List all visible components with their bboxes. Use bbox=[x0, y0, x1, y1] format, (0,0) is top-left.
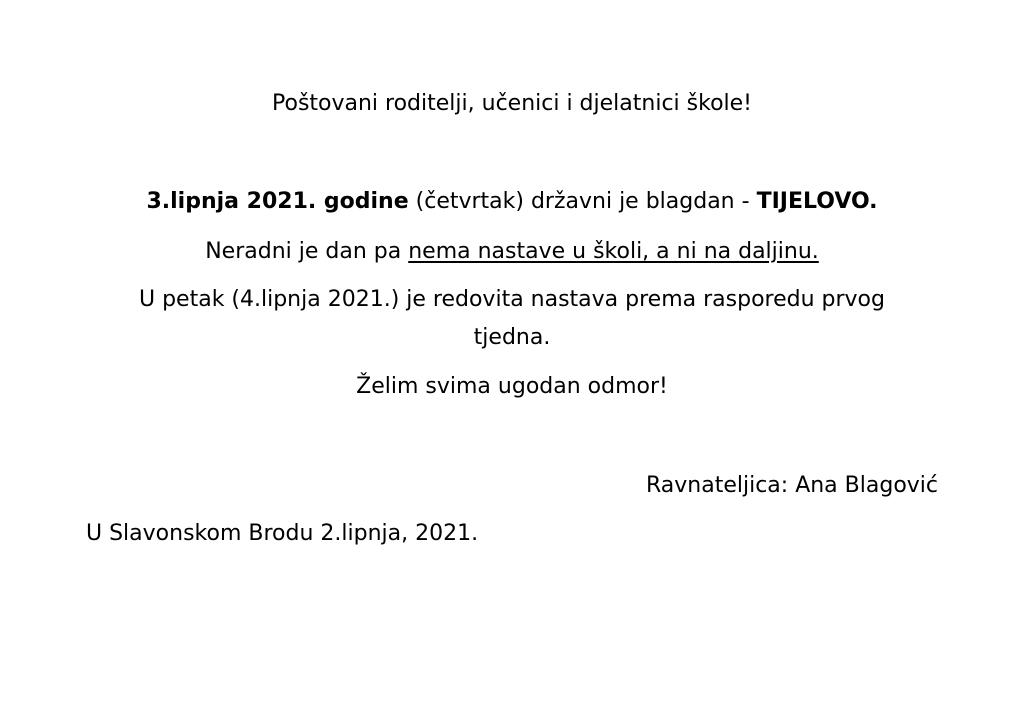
no-school-line bbox=[0, 237, 1024, 267]
place-date-line: U Slavonskom Brodu 2.lipnja, 2021. bbox=[86, 521, 479, 546]
friday-line-1: U petak (4.lipnja 2021.) je redovita nastava prema rasporedu prvog bbox=[138, 287, 885, 312]
holiday-announcement bbox=[0, 187, 1024, 217]
greeting-line: Poštovani roditelji, učenici i djelatnici škole! bbox=[272, 91, 752, 116]
holiday-description: (četvrtak) državni je blagdan - bbox=[408, 189, 757, 214]
no-school-emphasis: nema nastave u školi, a ni na daljinu. bbox=[408, 239, 819, 264]
wish-line: Želim svima ugodan odmor! bbox=[356, 374, 668, 399]
friday-line-2: tjedna. bbox=[473, 325, 551, 350]
holiday-name: TIJELOVO. bbox=[756, 189, 878, 214]
principal-signature: Ravnateljica: Ana Blagović bbox=[645, 473, 938, 498]
holiday-date: 3.lipnja 2021. godine bbox=[146, 189, 409, 214]
no-school-prefix: Neradni je dan pa bbox=[205, 239, 409, 264]
